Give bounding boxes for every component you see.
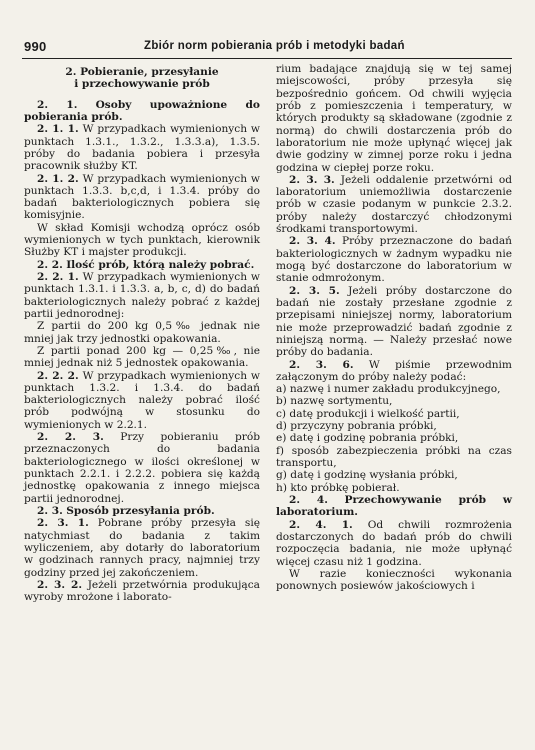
paragraph-text: Jeżeli oddalenie przetwórni od laboratorium uniemożliwia dostarczenie prób w czasie podanym w punkcie 2.3.2. próby należy dostarczyć chłodzonymi środkami transportowymi. (276, 173, 512, 236)
subsection-title: Ilość prób, którą należy pobrać. (66, 258, 255, 271)
paragraph-number: 2. 3. 3. (289, 173, 335, 186)
list-item: g) datę i godzinę wysłania próbki, (276, 469, 458, 482)
paragraph (276, 63, 512, 174)
list-item: h) kto próbkę pobierał. (276, 481, 400, 494)
paragraph (24, 517, 260, 579)
subsection-title: Osoby upoważnione do pobierania prób. (24, 98, 261, 123)
paragraph (276, 519, 512, 568)
paragraph-text: W przypadkach wymienionych w punktach 1.3.1. i 1.3.3. a, b, c, d) do badań bakteriologicznych należy pobrać z każdej partii jednorodnej: (24, 271, 260, 320)
paragraph-number: 2. 4. (289, 493, 328, 506)
list-item: a) nazwę i numer zakładu produkcyjnego, (276, 383, 501, 396)
paragraph-text: W razie konieczności wykonania ponownych posiewów jakościowych i (276, 567, 512, 593)
paragraph-number: 2. 2. 2. (37, 369, 79, 382)
paragraph-number: 2. 1. 1. (37, 123, 79, 136)
paragraph (24, 173, 260, 222)
list-item: c) datę produkcji i wielkość partii, (276, 407, 460, 420)
paragraph-text: Pobrane próby przesyła się natychmiast do badania z takim wyliczeniem, aby dotarły do laboratorium w godzinach rannych pracy, najmniej trzy godziny przed jej zakończeniem. (24, 517, 260, 579)
running-header (22, 38, 512, 59)
paragraph (24, 370, 260, 432)
paragraph-text: W skład Komisji wchodzą oprócz osób wymienionych w tych punktach, kierownik Służby KT i majster produkcji. (24, 221, 260, 259)
paragraph-number: 2. 3. 2. (37, 578, 83, 591)
right-tail-paragraphs (276, 494, 512, 593)
paragraph-number: 2. 2. (37, 258, 63, 271)
right-column (276, 63, 512, 592)
subsection-title: Przechowywanie prób w laboratorium. (276, 493, 513, 519)
left-column (24, 63, 260, 603)
paragraph (24, 579, 260, 604)
paragraph-number: 2. 2. 1. (37, 271, 79, 283)
page-number: 990 (24, 39, 47, 54)
paragraph-text: Z partii do 200 kg 0,5‰ jednak nie mniej jak trzy jednostki opakowania. (24, 320, 260, 345)
paragraph (24, 222, 260, 259)
paragraph-text: W przypadkach wymienionych w punktach 1.3.3. b,c,d, i 1.3.4. próby do badań bakteriologicznych pobiera się komisyjnie. (24, 172, 260, 222)
subsection-heading (24, 259, 260, 271)
running-title: Zbiór norm pobierania prób i metodyki badań (144, 40, 405, 52)
paragraph-text: Z partii ponad 200 kg — 0,25‰, nie mniej jednak niż 5 jednostek opakowania. (24, 344, 260, 370)
paragraph-number: 2. 2. 3. (37, 431, 104, 444)
paragraph-text: Jeżeli próby dostarczone do badań nie zostały przesłane zgodnie z przepisami niniejszej normy, laboratorium nie może przeprowadzić badań zgodnie z niniejszą normą. — Należy przesłać nowe próby do badania. (276, 284, 512, 359)
paragraph (24, 345, 260, 370)
paragraph (276, 285, 512, 359)
paragraph-number: 2. 3. (37, 504, 63, 517)
paragraph-text: W piśmie przewodnim załączonym do próby należy podać: (276, 358, 512, 383)
paragraph (276, 174, 512, 236)
subsection-title: Sposób przesyłania prób. (66, 504, 215, 517)
paragraph-number: 2. 3. 6. (289, 358, 354, 371)
paragraph-number: 2. 4. 1. (289, 518, 353, 531)
right-paragraphs (276, 63, 512, 383)
list-item: d) przyczyny pobrania próbki, (276, 420, 437, 433)
paragraph-number: 2. 1. (37, 98, 78, 111)
paragraph (276, 568, 512, 593)
left-paragraphs (24, 99, 260, 604)
paragraph (24, 271, 260, 320)
paragraph-number: 2. 3. 1. (37, 517, 89, 530)
paragraph-text: Jeżeli przetwórnia produkująca wyroby mrożone i laborato- (24, 578, 260, 604)
paragraph-number: 2. 3. 5. (289, 284, 340, 297)
paragraph-text: Od chwili rozmrożenia dostarczonych do badań prób do chwili rozpoczęcia badania, nie może upłynąć więcej czasu niż 1 godzina. (276, 518, 512, 568)
list-item: e) datę i godzinę pobrania próbki, (276, 432, 459, 445)
paragraph (24, 123, 260, 172)
subsection-heading (24, 505, 260, 517)
paragraph-text: Przy pobieraniu prób przeznaczonych do badania bakteriologicznego w ilości określonej w punktach 2.2.1. i 2.2.2. pobiera się każdą jednostkę opakowania z innego miejsca partii jednorodnej. (24, 431, 260, 505)
subsection-heading (276, 494, 512, 519)
list-item: b) nazwę sortymentu, (276, 395, 393, 408)
subsection-heading (24, 99, 260, 124)
paragraph (24, 431, 260, 505)
paragraph-text: Próby przeznaczone do badań bakteriologicznych w żadnym wypadku nie mogą być dostarczone do laboratorium w stanie odmrożonym. (276, 235, 512, 285)
paragraph-text: rium badające znajdują się w tej samej miejscowości, próby przesyła się bezpośrednio gońcem. Od chwili wyjęcia prób z pomieszczenia i temperatury, w których produkty są składowane (zgodnie z normą) do chwili dostarczenia prób do laboratorium nie może upłynąć więcej jak dwie godziny w zimnej porze roku i jedna godzina w ciepłej porze roku. (276, 63, 512, 174)
paragraph-number: 2. 1. 2. (37, 172, 79, 185)
paragraph (24, 320, 260, 345)
paragraph (276, 235, 512, 284)
letter-list (276, 383, 512, 494)
section-heading: 2. Pobieranie, przesyłanie i przechowywanie prób (65, 66, 219, 91)
list-item: f) sposób zabezpieczenia próbki na czas transportu, (276, 444, 512, 469)
paragraph-text: W przypadkach wymienionych w punktach 1.3.1., 1.3.2., 1.3.3.a), 1.3.5. próby do badania pobiera i przesyła pracownik służby KT. (24, 123, 260, 173)
paragraph (276, 359, 512, 384)
paragraph-text: W przypadkach wymienionych w punktach 1.3.2. i 1.3.4. do badań bakteriologicznych należy pobrać ilość prób podwójną w stosunku do wymienionych w 2.2.1. (24, 369, 260, 431)
paragraph-number: 2. 3. 4. (289, 235, 336, 248)
